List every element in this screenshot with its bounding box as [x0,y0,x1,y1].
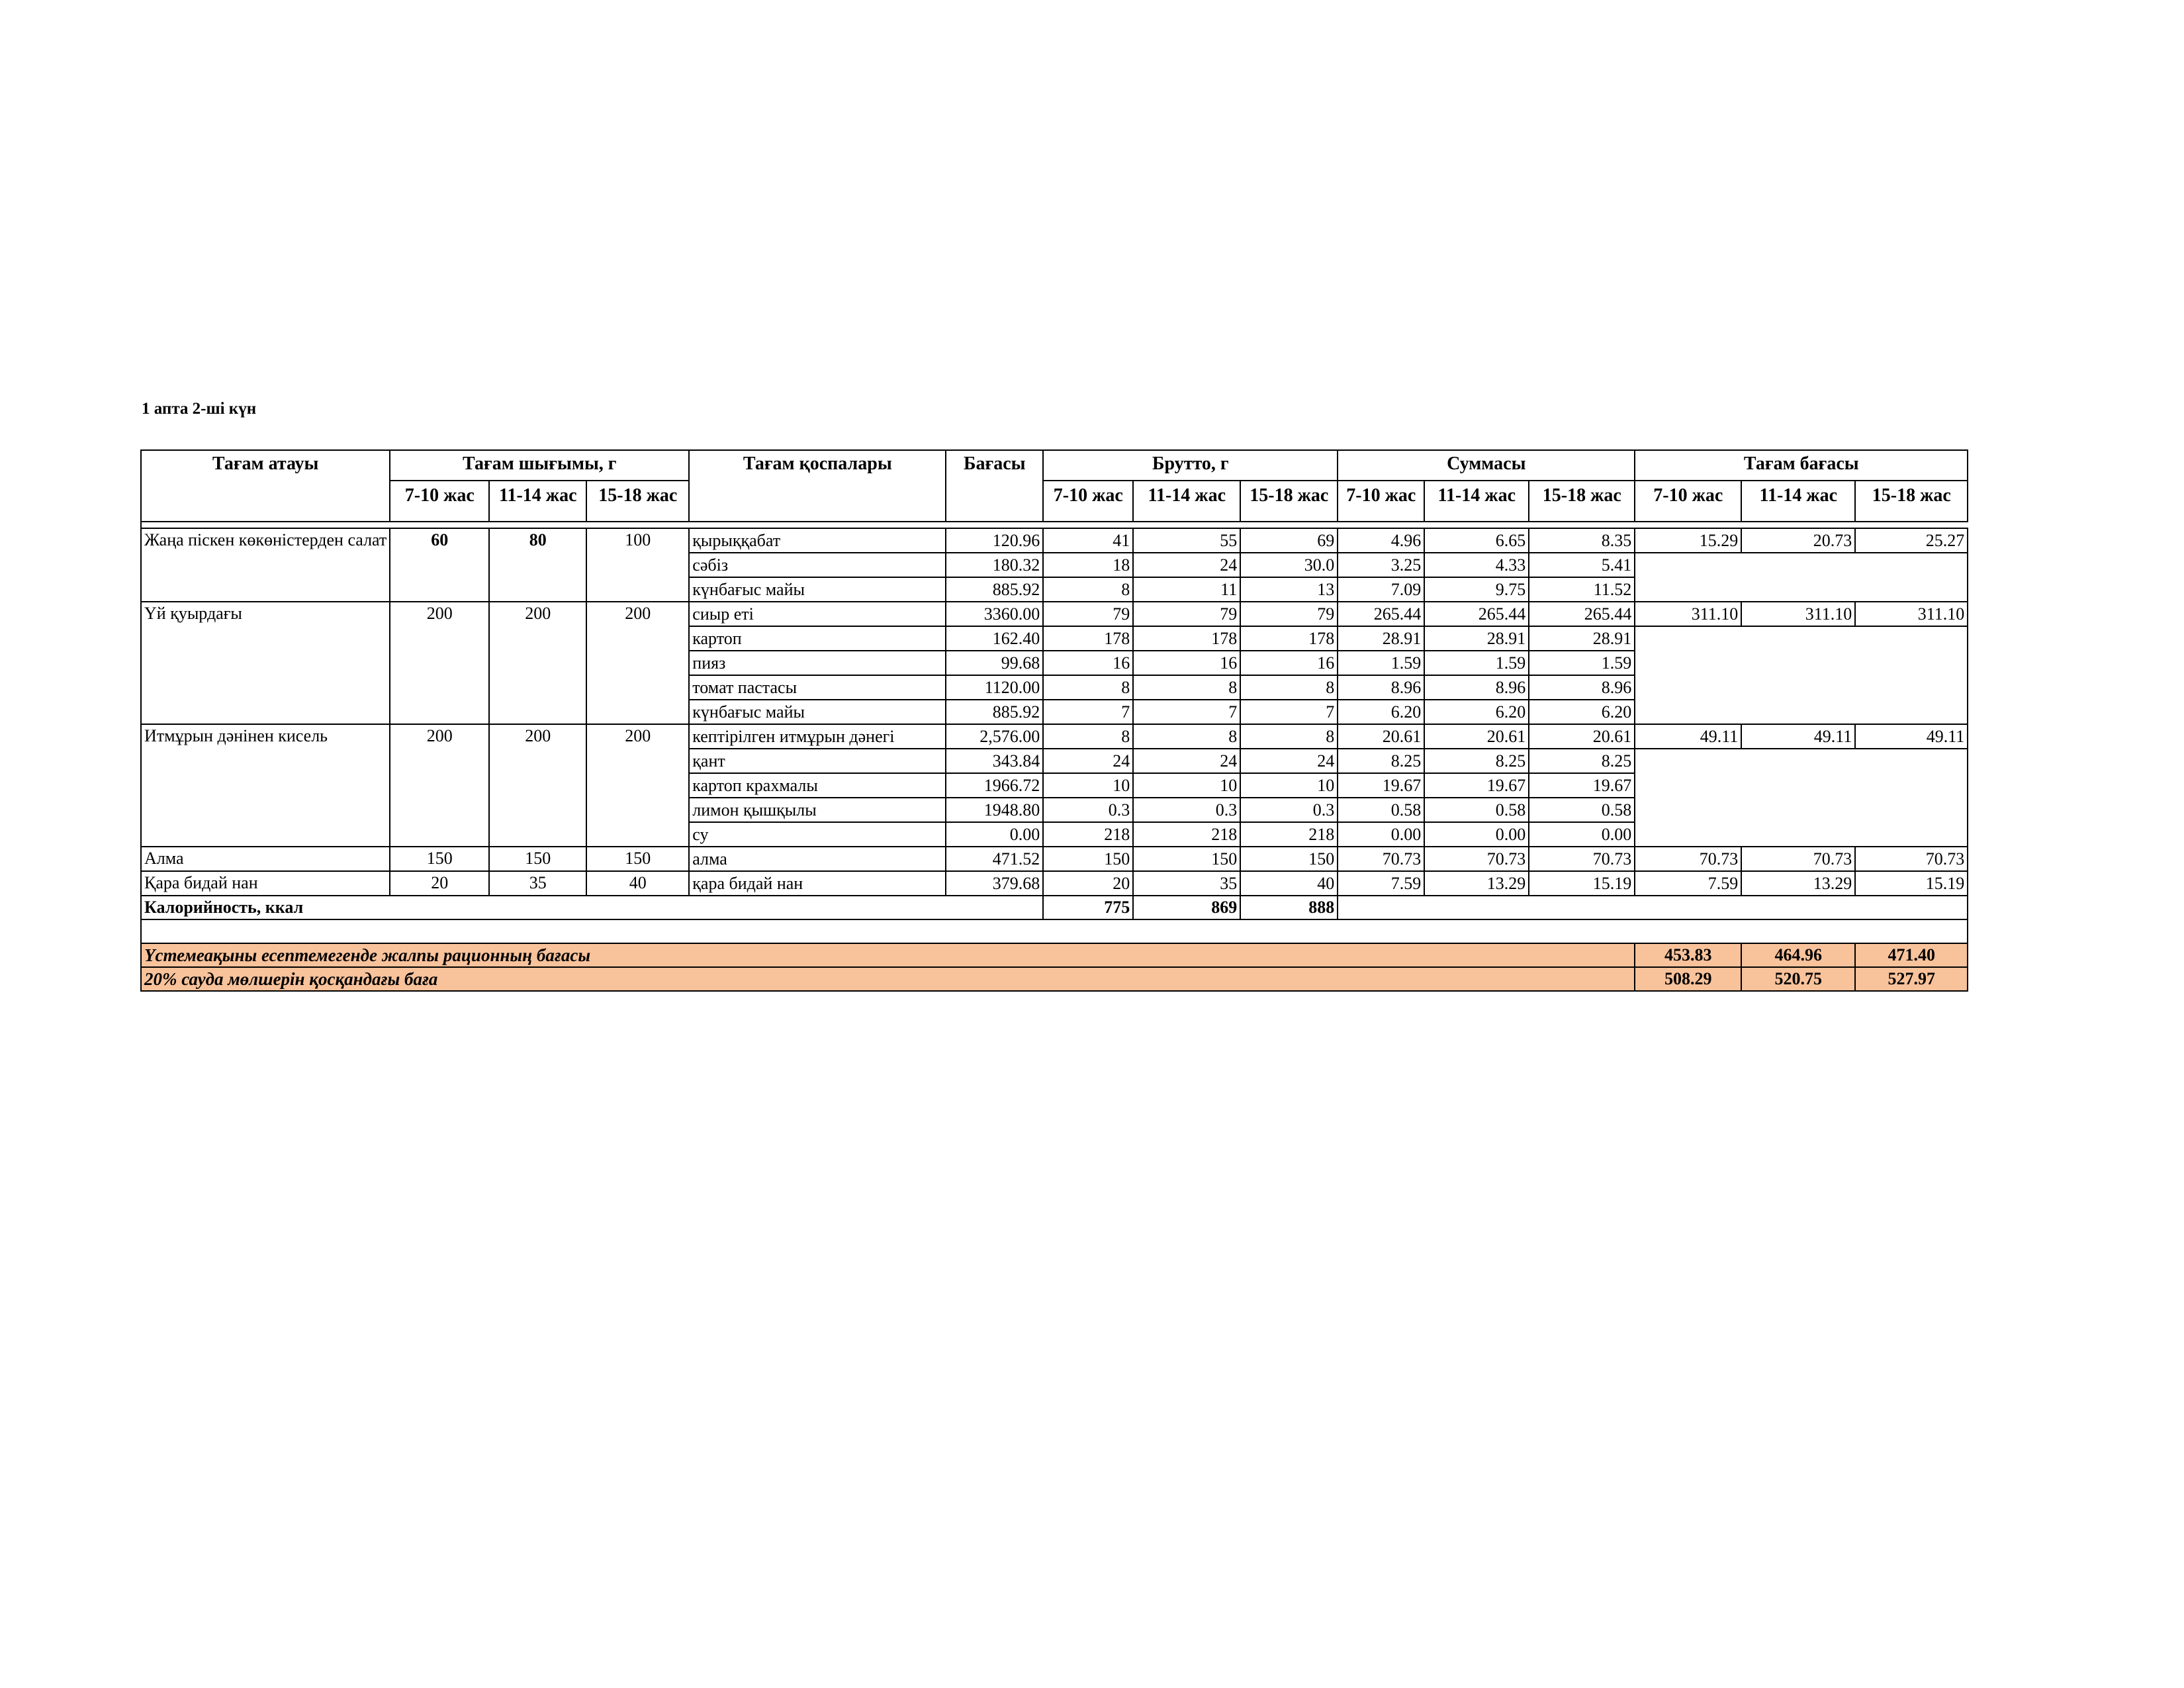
ingredient-name: пияз [689,651,946,675]
ingredient-price: 2,576.00 [946,724,1043,749]
ingredient-price: 1120.00 [946,675,1043,700]
brutto-value: 218 [1133,822,1240,847]
dish-yield: 200 [586,602,689,724]
brutto-value: 7 [1240,700,1338,724]
sum-value: 28.91 [1424,626,1529,651]
sum-value: 8.35 [1529,528,1635,553]
dish-yield: 60 [390,528,489,602]
ingredient-price: 885.92 [946,577,1043,602]
sum-value: 265.44 [1529,602,1635,626]
header-age: 15-18 жас [1529,481,1635,522]
sum-value: 8.25 [1424,749,1529,773]
sum-value: 20.61 [1338,724,1424,749]
brutto-value: 20 [1043,871,1133,896]
sum-value: 0.58 [1338,798,1424,822]
ingredient-price: 471.52 [946,847,1043,871]
brutto-value: 13 [1240,577,1338,602]
brutto-value: 18 [1043,553,1133,577]
dish-price-value: 311.10 [1635,602,1741,626]
ingredient-name: картоп крахмалы [689,773,946,798]
total-label: Үстемеақыны есептемегенде жалпы рационның бағасы [141,943,1635,967]
brutto-value: 8 [1043,577,1133,602]
table-row [141,602,1968,626]
brutto-value: 79 [1043,602,1133,626]
brutto-value: 79 [1240,602,1338,626]
sum-value: 0.58 [1424,798,1529,822]
sum-value: 6.20 [1529,700,1635,724]
dish-price-value: 13.29 [1741,871,1855,896]
menu-body [141,528,1968,896]
sum-value: 0.00 [1424,822,1529,847]
sum-value: 0.00 [1529,822,1635,847]
sum-value: 265.44 [1338,602,1424,626]
brutto-value: 10 [1240,773,1338,798]
ingredient-name: лимон қышқылы [689,798,946,822]
brutto-value: 218 [1240,822,1338,847]
total-with-markup-value: 508.29 [1635,967,1741,991]
sum-value: 1.59 [1338,651,1424,675]
ingredient-price: 379.68 [946,871,1043,896]
header-age: 11-14 жас [1424,481,1529,522]
dish-price-value: 7.59 [1635,871,1741,896]
sum-value: 8.96 [1338,675,1424,700]
brutto-value: 41 [1043,528,1133,553]
total-with-markup-value: 520.75 [1741,967,1855,991]
total-value: 464.96 [1741,943,1855,967]
brutto-value: 24 [1133,553,1240,577]
header-age: 11-14 жас [1133,481,1240,522]
sum-value: 3.25 [1338,553,1424,577]
sum-value: 15.19 [1529,871,1635,896]
brutto-value: 24 [1240,749,1338,773]
sum-value: 4.96 [1338,528,1424,553]
dish-price-value: 49.11 [1855,724,1968,749]
ingredient-price: 0.00 [946,822,1043,847]
ingredient-name: күнбағыс майы [689,700,946,724]
dish-price-value: 70.73 [1855,847,1968,871]
sum-value: 6.20 [1424,700,1529,724]
sum-value: 7.59 [1338,871,1424,896]
dish-yield: 200 [586,724,689,847]
calories-value: 869 [1133,896,1240,919]
sum-value: 6.20 [1338,700,1424,724]
brutto-value: 8 [1133,675,1240,700]
dish-yield: 200 [390,724,489,847]
dish-price-value: 15.19 [1855,871,1968,896]
ingredient-name: сәбіз [689,553,946,577]
sum-value: 13.29 [1424,871,1529,896]
dish-price-value: 70.73 [1741,847,1855,871]
header-sum: Суммасы [1338,450,1635,481]
ingredient-price: 343.84 [946,749,1043,773]
brutto-value: 10 [1133,773,1240,798]
sum-value: 8.96 [1529,675,1635,700]
dish-price-empty [1635,749,1968,847]
brutto-value: 150 [1043,847,1133,871]
dish-name: Итмұрын дәнінен кисель [141,724,390,847]
ingredient-price: 1948.80 [946,798,1043,822]
brutto-value: 11 [1133,577,1240,602]
ingredient-price: 1966.72 [946,773,1043,798]
dish-yield: 100 [586,528,689,602]
header-age: 7-10 жас [1043,481,1133,522]
dish-yield: 20 [390,871,489,896]
sum-value: 70.73 [1338,847,1424,871]
table-row [141,724,1968,749]
sum-value: 11.52 [1529,577,1635,602]
ingredient-name: су [689,822,946,847]
ingredient-name: қара бидай нан [689,871,946,896]
brutto-value: 178 [1133,626,1240,651]
calories-empty [1338,896,1968,919]
sum-value: 7.09 [1338,577,1424,602]
dish-price-value: 70.73 [1635,847,1741,871]
brutto-value: 178 [1043,626,1133,651]
brutto-value: 40 [1240,871,1338,896]
header-age: 7-10 жас [1338,481,1424,522]
dish-yield: 35 [489,871,586,896]
dish-price-value: 15.29 [1635,528,1741,553]
header-age: 11-14 жас [1741,481,1855,522]
header-age: 15-18 жас [586,481,689,522]
ingredient-price: 162.40 [946,626,1043,651]
sum-value: 4.33 [1424,553,1529,577]
brutto-value: 79 [1133,602,1240,626]
summary-body [141,896,1968,991]
header-age: 15-18 жас [1240,481,1338,522]
total-value: 471.40 [1855,943,1968,967]
header-yield: Тағам шығымы, г [390,450,689,481]
ingredient-price: 99.68 [946,651,1043,675]
dish-yield: 200 [390,602,489,724]
total-with-markup-label: 20% сауда мөлшерін қосқандағы баға [141,967,1635,991]
ingredient-price: 885.92 [946,700,1043,724]
dish-price-empty [1635,626,1968,724]
ingredient-price: 3360.00 [946,602,1043,626]
ingredient-name: кептірілген итмұрын дәнегі [689,724,946,749]
brutto-value: 7 [1043,700,1133,724]
brutto-value: 8 [1240,675,1338,700]
header-dish-name: Тағам атауы [141,450,390,522]
ingredient-name: қант [689,749,946,773]
brutto-value: 8 [1043,724,1133,749]
brutto-value: 10 [1043,773,1133,798]
dish-price-value: 49.11 [1635,724,1741,749]
brutto-value: 16 [1240,651,1338,675]
brutto-value: 8 [1043,675,1133,700]
ingredient-name: картоп [689,626,946,651]
dish-yield: 200 [489,602,586,724]
dish-yield: 80 [489,528,586,602]
brutto-value: 30.0 [1240,553,1338,577]
brutto-value: 35 [1133,871,1240,896]
sum-value: 19.67 [1529,773,1635,798]
calories-label: Калорийность, ккал [141,896,1043,919]
ingredient-name: күнбағыс майы [689,577,946,602]
header-price: Бағасы [946,450,1043,522]
brutto-value: 24 [1043,749,1133,773]
dish-name: Қара бидай нан [141,871,390,896]
total-with-markup-row [141,967,1968,991]
sum-value: 5.41 [1529,553,1635,577]
sum-value: 20.61 [1529,724,1635,749]
brutto-value: 150 [1133,847,1240,871]
brutto-value: 55 [1133,528,1240,553]
dish-yield: 150 [390,847,489,871]
table-row [141,847,1968,871]
table-row [141,871,1968,896]
page-title: 1 апта 2-ші күн [142,400,257,418]
brutto-value: 0.3 [1240,798,1338,822]
dish-price-value: 49.11 [1741,724,1855,749]
calories-value: 888 [1240,896,1338,919]
header-age: 7-10 жас [390,481,489,522]
dish-price-value: 20.73 [1741,528,1855,553]
calories-row [141,896,1968,919]
sum-value: 8.25 [1529,749,1635,773]
brutto-value: 16 [1043,651,1133,675]
header-age: 11-14 жас [489,481,586,522]
sum-value: 6.65 [1424,528,1529,553]
header-brutto: Брутто, г [1043,450,1338,481]
header-dish-price: Тағам бағасы [1635,450,1968,481]
header-gap [141,522,1968,528]
ingredient-name: алма [689,847,946,871]
sum-value: 70.73 [1424,847,1529,871]
header-age: 15-18 жас [1855,481,1968,522]
ingredient-name: томат пастасы [689,675,946,700]
calories-value: 775 [1043,896,1133,919]
sum-value: 28.91 [1338,626,1424,651]
brutto-value: 218 [1043,822,1133,847]
sum-value: 70.73 [1529,847,1635,871]
brutto-value: 150 [1240,847,1338,871]
total-value: 453.83 [1635,943,1741,967]
dish-yield: 150 [586,847,689,871]
brutto-value: 24 [1133,749,1240,773]
sum-value: 8.25 [1338,749,1424,773]
header-age: 7-10 жас [1635,481,1741,522]
sum-value: 9.75 [1424,577,1529,602]
sum-value: 19.67 [1424,773,1529,798]
dish-name: Алма [141,847,390,871]
dish-price-empty [1635,553,1968,602]
ingredient-price: 120.96 [946,528,1043,553]
ingredient-name: сиыр еті [689,602,946,626]
sum-value: 0.58 [1529,798,1635,822]
brutto-value: 8 [1133,724,1240,749]
sum-value: 1.59 [1529,651,1635,675]
brutto-value: 178 [1240,626,1338,651]
brutto-value: 0.3 [1043,798,1133,822]
dish-price-value: 311.10 [1741,602,1855,626]
dish-yield: 200 [489,724,586,847]
dish-price-value: 311.10 [1855,602,1968,626]
sum-value: 20.61 [1424,724,1529,749]
dish-yield: 40 [586,871,689,896]
ingredient-name: қырыққабат [689,528,946,553]
brutto-value: 8 [1240,724,1338,749]
header-ingredients: Тағам қоспалары [689,450,946,522]
menu-table [140,449,1968,992]
ingredient-price: 180.32 [946,553,1043,577]
dish-name: Үй қуырдағы [141,602,390,724]
brutto-value: 16 [1133,651,1240,675]
spacer-row [141,919,1968,943]
total-row [141,943,1968,967]
brutto-value: 0.3 [1133,798,1240,822]
table-row [141,528,1968,553]
sum-value: 8.96 [1424,675,1529,700]
sum-value: 265.44 [1424,602,1529,626]
brutto-value: 7 [1133,700,1240,724]
sum-value: 1.59 [1424,651,1529,675]
sum-value: 28.91 [1529,626,1635,651]
sum-value: 0.00 [1338,822,1424,847]
dish-yield: 150 [489,847,586,871]
sum-value: 19.67 [1338,773,1424,798]
dish-name: Жаңа піскен көкөністерден салат [141,528,390,602]
total-with-markup-value: 527.97 [1855,967,1968,991]
brutto-value: 69 [1240,528,1338,553]
dish-price-value: 25.27 [1855,528,1968,553]
